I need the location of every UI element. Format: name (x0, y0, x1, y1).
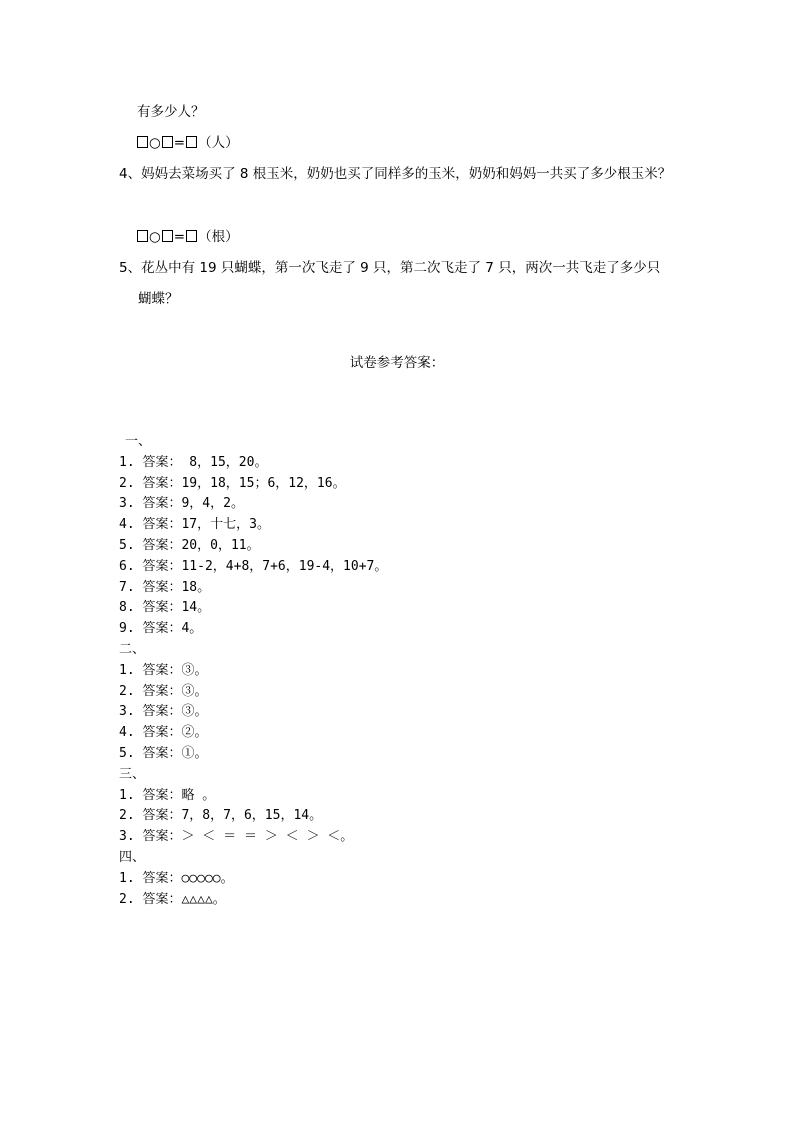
question-3-equation (136, 133, 239, 153)
unit-label: （人） (198, 135, 239, 151)
answer-line: 4. 答案：②。 (119, 725, 208, 741)
answer-line: 3. 答案：＞ ＜ ＝ ＝ ＞ ＜ ＞ ＜。 (119, 829, 354, 845)
question-4-equation (136, 227, 239, 247)
section-heading: 三、 (119, 766, 146, 782)
answer-line: 2. 答案：7，8，7，6，15，14。 (119, 808, 323, 824)
answer-line: 6. 答案：11-2，4+8，7+6，19-4，10+7。 (119, 558, 388, 574)
answer-line: 1. 答案：③。 (119, 662, 208, 678)
answer-line: 5. 答案：①。 (119, 745, 208, 761)
answer-line: 2. 答案：△△△△。 (119, 891, 226, 907)
question-3-tail: 有多少人？ (137, 104, 205, 120)
answer-line: 8. 答案：14。 (119, 600, 211, 616)
blank-box (186, 136, 197, 148)
operator-circle: ○ (149, 135, 161, 151)
section-heading: 二、 (119, 641, 146, 657)
answer-line: 9. 答案：4。 (119, 621, 203, 637)
operator-circle: ○ (149, 229, 161, 245)
blank-box (137, 230, 148, 242)
blank-box (137, 136, 148, 148)
answer-line: 7. 答案：18。 (119, 579, 211, 595)
answer-line: 1. 答案： 8，15，20。 (119, 454, 268, 470)
answer-line: 2. 答案：19，18，15；6，12，16。 (119, 475, 346, 491)
answer-line: 3. 答案：9，4，2。 (119, 496, 244, 512)
blank-box (162, 230, 173, 242)
question-5-tail: 蝴蝶？ (138, 291, 179, 307)
blank-box (162, 136, 173, 148)
equals-sign: = (173, 135, 186, 151)
question-5-text: 5、花丛中有 19 只蝴蝶，第一次飞走了 9 只，第二次飞走了 7 只，两次一共飞走了多少只 (119, 260, 661, 276)
equals-sign: = (173, 229, 186, 245)
answer-key-list (119, 432, 387, 910)
section-heading: 一、 (125, 434, 152, 449)
answer-line: 2. 答案：③。 (119, 683, 208, 699)
answer-line: 3. 答案：③。 (119, 704, 208, 720)
section-heading: 四、 (119, 849, 146, 865)
answer-line: 5. 答案：20，0，11。 (119, 537, 260, 553)
answer-key-title: 试卷参考答案： (349, 355, 445, 371)
answer-line: 4. 答案：17，十七，3。 (119, 517, 270, 533)
answer-line: 1. 答案：○○○○○。 (119, 870, 234, 886)
blank-box (186, 230, 197, 242)
answer-line: 1. 答案：略 。 (119, 787, 216, 803)
question-4-text: 4、妈妈去菜场买了 8 根玉米，奶奶也买了同样多的玉米，奶奶和妈妈一共买了多少根玉米？ (119, 166, 672, 182)
unit-label: （根） (198, 229, 239, 245)
